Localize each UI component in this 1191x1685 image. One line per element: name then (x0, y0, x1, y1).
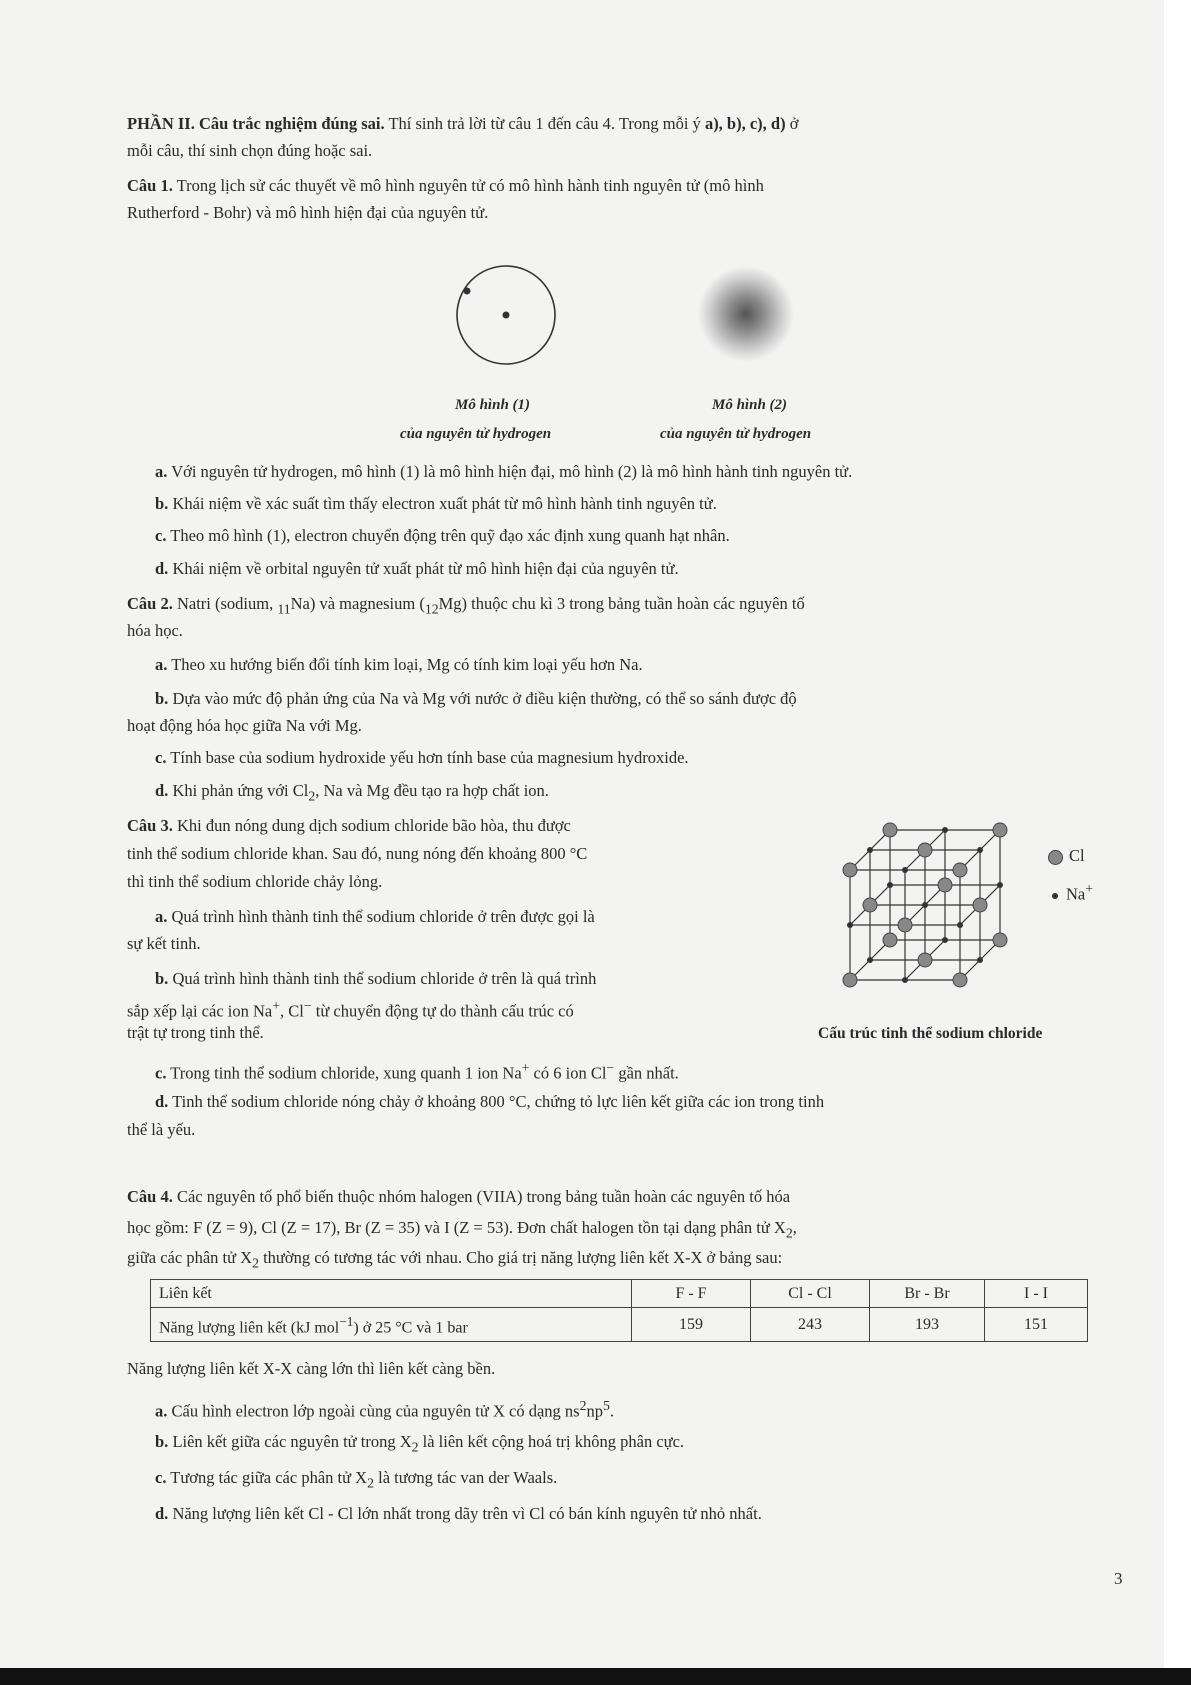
q4-text-2b: , (792, 1218, 797, 1237)
q3-label: Câu 3. (127, 816, 173, 835)
q2-option-b (155, 685, 797, 712)
q1-stem-line2: Rutherford - Bohr) và mô hình hiện đại của nguyên tử. (127, 203, 489, 222)
nacl-figure-caption: Cấu trúc tinh thể sodium chloride (818, 1025, 1043, 1042)
q4-b-text-b: là liên kết cộng hoá trị không phân cực. (418, 1432, 685, 1451)
q2-stem-line2: hóa học. (127, 621, 183, 640)
q1-text: Trong lịch sử các thuyết về mô hình nguyên tử có mô hình hành tinh nguyên tử (mô hình (172, 176, 764, 195)
q4-label: Câu 4. (127, 1187, 173, 1206)
legend-na-label: Na (1066, 884, 1086, 904)
q2-c-text: Tính base của sodium hydroxide yếu hơn tính base của magnesium hydroxide. (166, 748, 689, 767)
q3-option-b-line3: trật tự trong tinh thể. (127, 1023, 264, 1042)
q1-option-b (155, 490, 717, 517)
q2-b-text: Dựa vào mức độ phản ứng của Na và Mg với nước ở điều kiện thường, có thể so sánh được độ (168, 689, 797, 708)
q2-label: Câu 2. (127, 594, 173, 613)
q3-option-c (155, 1054, 679, 1087)
q4-stem-line2 (127, 1214, 797, 1246)
q3-option-a (155, 903, 595, 930)
legend-na-charge: + (1085, 881, 1094, 896)
bohr-model-figure (440, 262, 580, 374)
table-cell: 159 (632, 1308, 751, 1342)
scan-edge (0, 1668, 1191, 1685)
fig2-caption-title: Mô hình (2) (712, 397, 788, 413)
na-charge: + (272, 998, 280, 1013)
q3-option-b (155, 965, 596, 992)
x2-subscript-c: 2 (367, 1475, 374, 1491)
q1-stem (127, 172, 764, 199)
q4-c-text-a: Tương tác giữa các phân tử X (166, 1468, 368, 1487)
q2-text-b: Na) và magnesium ( (290, 594, 425, 613)
q1-d-text: Khái niệm về orbital nguyên tử xuất phát từ mô hình hiện đại của nguyên tử. (168, 559, 679, 578)
q1-a-text: Với nguyên tử hydrogen, mô hình (1) là mô hình hiện đại, mô hình (2) là mô hình hành tinh nguyên tử. (167, 462, 853, 481)
q4-a-text-c: . (609, 1401, 614, 1421)
q1-c-text: Theo mô hình (1), electron chuyển động trên quỹ đạo xác định xung quanh hạt nhân. (166, 526, 730, 545)
cl-ion-icon (1048, 850, 1063, 865)
q4-note: Năng lượng liên kết X-X càng lớn thì liên kết càng bền. (127, 1359, 496, 1378)
page-margin (1164, 0, 1191, 1685)
q4-c-label: c. (155, 1468, 167, 1487)
x2-subscript-b: 2 (411, 1439, 419, 1455)
q2-option-b-line2: hoạt động hóa học giữa Na với Mg. (127, 716, 362, 735)
q4-b-text-a: Liên kết giữa các nguyên tử trong X (168, 1432, 412, 1451)
q1-option-c (155, 522, 730, 549)
part-instructions (127, 110, 798, 137)
q3-c-text-c: gần nhất. (614, 1063, 679, 1083)
q4-d-label: d. (155, 1504, 169, 1523)
q4-text: Các nguyên tố phổ biến thuộc nhóm halogen (VIIA) trong bảng tuần hoàn các nguyên tố hóa (172, 1187, 791, 1206)
q3-c-label: c. (155, 1063, 167, 1083)
part-instructions-line2: mỗi câu, thí sinh chọn đúng hoặc sai. (127, 141, 373, 160)
na-ion-charge: + (521, 1060, 530, 1075)
table-header-cell: Br - Br (870, 1280, 985, 1308)
table-row-label (151, 1308, 632, 1342)
q3-text: Khi đun nóng dung dịch sodium chloride bão hòa, thu được (172, 816, 571, 835)
q3-option-d (155, 1088, 824, 1115)
table-header-cell: I - I (985, 1280, 1088, 1308)
q4-option-d (155, 1500, 762, 1527)
q3-option-d-line2: thể là yếu. (127, 1120, 196, 1139)
s-exponent: 2 (579, 1398, 587, 1413)
q3-c-text-a: Trong tinh thể sodium chloride, xung quanh 1 ion Na (166, 1063, 522, 1083)
row-label-b: ) ở 25 °C và 1 bar (353, 1319, 468, 1337)
q3-b-text: Quá trình hình thành tinh thể sodium chloride ở trên là quá trình (168, 969, 597, 988)
table-header-cell: Liên kết (151, 1280, 632, 1308)
legend-na (1052, 875, 1093, 908)
q3-d-label: d. (155, 1092, 169, 1111)
q4-text-2a: học gồm: F (Z = 9), Cl (Z = 17), Br (Z = 35) và I (Z = 53). Đơn chất halogen tồn tại dạng phân tử X (127, 1218, 786, 1237)
q2-d-text-a: Khi phản ứng với Cl (168, 781, 309, 800)
q3-b-text-c: từ chuyển động tự do thành cấu trúc có (311, 1001, 574, 1021)
table-header-row (151, 1280, 1088, 1308)
nacl-crystal-figure (835, 815, 1035, 1005)
q2-text-c: Mg) thuộc chu kì 3 trong bảng tuần hoàn các nguyên tố (438, 594, 805, 613)
q4-text-3b: thường có tương tác với nhau. Cho giá trị năng lượng liên kết X-X ở bảng sau: (258, 1248, 783, 1267)
q3-b-text-a: sắp xếp lại các ion Na (127, 1001, 273, 1021)
row-label-a: Năng lượng liên kết (kJ mol (159, 1319, 340, 1337)
q4-option-a (155, 1392, 614, 1425)
q3-stem-line3: thì tinh thể sodium chloride chảy lỏng. (127, 872, 383, 891)
fig2-caption-subtitle: của nguyên tử hydrogen (660, 426, 812, 442)
part-intro: Thí sinh trả lời từ câu 1 đến câu 4. Trong mỗi ý (384, 114, 705, 133)
q1-option-a (155, 458, 852, 485)
part-heading: PHẦN II. Câu trắc nghiệm đúng sai. (127, 114, 385, 133)
q4-stem-line3 (127, 1244, 782, 1276)
q2-a-text: Theo xu hướng biến đổi tính kim loại, Mg có tính kim loại yếu hơn Na. (167, 655, 643, 674)
x2-subscript: 2 (785, 1225, 793, 1241)
table-cell: 151 (985, 1308, 1088, 1342)
cl-ion-charge: − (606, 1060, 615, 1075)
q4-option-b (155, 1428, 684, 1460)
q4-stem (127, 1183, 790, 1210)
q1-b-text: Khái niệm về xác suất tìm thấy electron xuất phát từ mô hình hành tinh nguyên tử. (168, 494, 717, 513)
q2-d-label: d. (155, 781, 169, 800)
q4-text-3a: giữa các phân tử X (127, 1248, 253, 1267)
cl2-subscript: 2 (308, 788, 316, 804)
q4-option-c (155, 1464, 557, 1496)
q3-d-text: Tinh thể sodium chloride nóng chảy ở khoảng 800 °C, chứng tỏ lực liên kết giữa các ion trong tinh (168, 1092, 825, 1111)
bond-energy-table (150, 1279, 1088, 1342)
unit-exponent: −1 (339, 1314, 354, 1329)
mg-atomic-number: 12 (424, 601, 439, 617)
fig1-caption-title: Mô hình (1) (455, 397, 531, 413)
q4-a-text-b: np (586, 1401, 603, 1421)
q2-c-label: c. (155, 748, 167, 767)
q3-b-label: b. (155, 969, 169, 988)
q3-a-text: Quá trình hình thành tinh thể sodium chloride ở trên được gọi là (167, 907, 595, 926)
q1-b-label: b. (155, 494, 169, 513)
x2-subscript-2: 2 (252, 1255, 259, 1271)
q4-c-text-b: là tương tác van der Waals. (373, 1468, 558, 1487)
q1-option-d (155, 555, 679, 582)
page-number: 3 (1114, 1569, 1123, 1588)
q1-label: Câu 1. (127, 176, 173, 195)
legend-cl-label: Cl (1069, 846, 1085, 865)
na-atomic-number: 11 (277, 601, 291, 617)
q2-stem (127, 590, 805, 622)
table-row (151, 1308, 1088, 1342)
cl-charge: − (303, 998, 312, 1013)
q3-a-label: a. (155, 907, 168, 926)
q3-c-text-b: có 6 ion Cl (529, 1063, 607, 1083)
p-exponent: 5 (602, 1398, 610, 1413)
q3-b-text-b: , Cl (280, 1001, 304, 1021)
q4-a-text-a: Cấu hình electron lớp ngoài cùng của nguyên tử X có dạng ns (167, 1401, 580, 1421)
q4-d-text: Năng lượng liên kết Cl - Cl lớn nhất trong dãy trên vì Cl có bán kính nguyên tử nhỏ nhất. (168, 1504, 762, 1523)
q2-d-text-b: , Na và Mg đều tạo ra hợp chất ion. (315, 781, 549, 800)
q2-b-label: b. (155, 689, 169, 708)
q2-option-c (155, 744, 689, 771)
q1-a-label: a. (155, 462, 168, 481)
part-intro-end: ở (785, 114, 799, 133)
q2-option-a (155, 651, 643, 678)
electron-cloud-figure (694, 262, 798, 366)
na-ion-icon (1052, 893, 1058, 899)
q3-option-a-line2: sự kết tinh. (127, 934, 201, 953)
table-cell: 243 (751, 1308, 870, 1342)
q3-stem (127, 812, 571, 839)
part-options: a), b), c), d) (704, 114, 786, 133)
fig1-caption-subtitle: của nguyên tử hydrogen (400, 426, 552, 442)
table-header-cell: Cl - Cl (751, 1280, 870, 1308)
q4-a-label: a. (155, 1401, 168, 1421)
q3-stem-line2: tinh thể sodium chloride khan. Sau đó, nung nóng đến khoảng 800 °C (127, 844, 588, 863)
table-header-cell: F - F (632, 1280, 751, 1308)
table-cell: 193 (870, 1308, 985, 1342)
legend-cl (1048, 842, 1085, 869)
q2-option-d (155, 777, 549, 809)
q1-d-label: d. (155, 559, 169, 578)
q1-c-label: c. (155, 526, 167, 545)
q2-a-label: a. (155, 655, 168, 674)
q2-text-a: Natri (sodium, (172, 594, 278, 613)
q4-b-label: b. (155, 1432, 169, 1451)
